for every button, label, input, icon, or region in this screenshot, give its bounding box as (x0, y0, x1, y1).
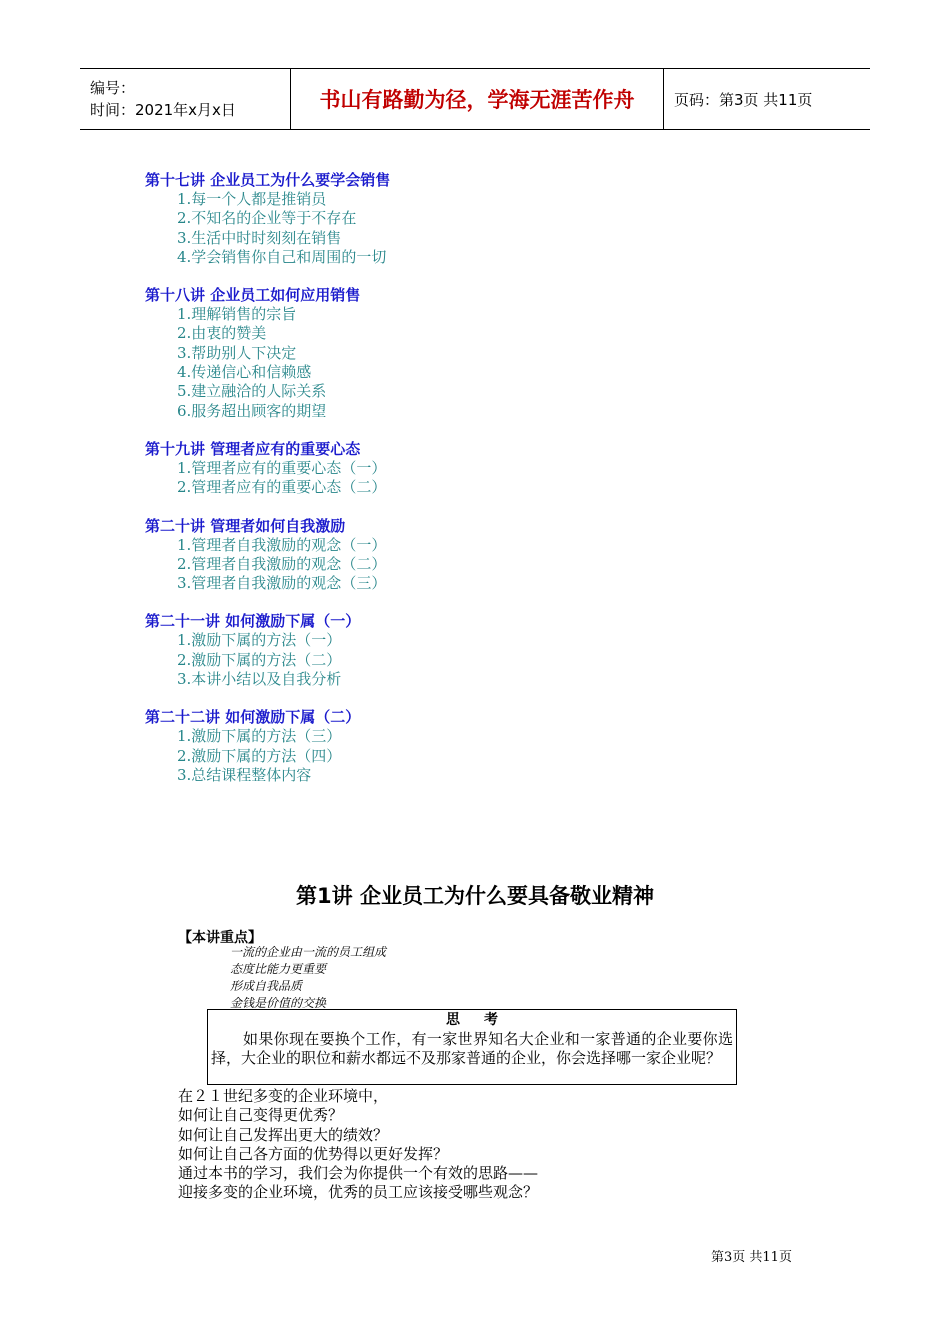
page-footer: 第3页 共11页 (711, 1250, 792, 1265)
chapter-title: 第1讲 企业员工为什么要具备敬业精神 (296, 884, 654, 908)
body-line: 如何让自己各方面的优势得以更好发挥？ (178, 1144, 449, 1163)
toc-lecture (145, 440, 665, 498)
page-header (80, 68, 870, 130)
toc-lecture-title: 第十七讲 企业员工为什么要学会销售 (145, 171, 391, 189)
toc-lecture-title: 第二十讲 管理者如何自我激励 (145, 516, 346, 535)
toc-lecture-title: 第十九讲 管理者应有的重要心态 (145, 439, 361, 458)
toc-lecture-item: 2.由衷的赞美 (177, 324, 267, 343)
body-line: 通过本书的学习，我们会为你提供一个有效的思路—— (178, 1164, 539, 1183)
toc-lecture-item: 3.总结课程整体内容 (177, 765, 312, 784)
toc-lecture (145, 708, 665, 785)
chapter-body (178, 1087, 538, 1203)
toc-lecture-item: 1.激励下属的方法（一） (177, 631, 342, 650)
toc-lecture-item: 2.管理者自我激励的观念（二） (177, 554, 387, 573)
header-meta (80, 69, 291, 129)
toc-lecture-item: 5.建立融洽的人际关系 (177, 382, 327, 401)
toc-lecture-title: 第十八讲 企业员工如何应用销售 (145, 286, 361, 305)
toc-lecture-item: 1.管理者应有的重要心态（一） (177, 458, 387, 477)
header-page-label: 页码：第3页 共11页 (674, 90, 813, 109)
toc-lecture-item: 1.激励下属的方法（三） (177, 727, 342, 746)
document-date-label: 时间：2021年x月x日 (90, 101, 236, 119)
toc-lecture-item: 2.不知名的企业等于不存在 (177, 209, 357, 228)
body-line: 如何让自己变得更优秀？ (178, 1106, 344, 1125)
key-point-item: 一流的企业由一流的员工组成 (230, 945, 387, 959)
toc-lecture (145, 612, 665, 689)
toc-lecture (145, 286, 665, 421)
think-title: 思考 (446, 1012, 522, 1028)
key-point-item: 态度比能力更重要 (230, 962, 327, 976)
motto-text: 书山有路勤为径，学海无涯苦作舟 (319, 87, 635, 112)
header-page-number (664, 69, 870, 129)
body-line: 迎接多变的企业环境，优秀的员工应该接受哪些观念？ (178, 1183, 539, 1202)
toc-lecture-item: 6.服务超出顾客的期望 (177, 401, 327, 420)
table-of-contents (145, 171, 665, 804)
toc-lecture-item: 4.传递信心和信赖感 (177, 363, 312, 382)
toc-lecture-title: 第二十二讲 如何激励下属（二） (145, 708, 361, 727)
think-body: 如果你现在要换个工作，有一家世界知名大企业和一家普通的企业要你选择，大企业的职位和薪水都远不及那家普通的企业，你会选择哪一家企业呢？ (211, 1030, 733, 1067)
toc-lecture-item: 2.管理者应有的重要心态（二） (177, 478, 387, 497)
toc-lecture-item: 1.管理者自我激励的观念（一） (177, 535, 387, 554)
body-line: 在２１世纪多变的企业环境中， (178, 1087, 389, 1105)
toc-lecture-item: 3.管理者自我激励的观念（三） (177, 574, 387, 593)
toc-lecture (145, 171, 665, 267)
key-points-list (230, 944, 386, 1012)
toc-lecture-item: 3.帮助别人下决定 (177, 343, 297, 362)
toc-lecture-item: 2.激励下属的方法（四） (177, 746, 342, 765)
body-line: 如何让自己发挥出更大的绩效？ (178, 1125, 389, 1144)
toc-lecture-item: 4.学会销售你自己和周围的一切 (177, 247, 387, 266)
toc-lecture (145, 517, 665, 594)
toc-lecture-item: 1.每一个人都是推销员 (177, 190, 327, 208)
toc-lecture-item: 1.理解销售的宗旨 (177, 305, 297, 324)
think-box (207, 1009, 737, 1085)
toc-lecture-item: 3.生活中时时刻刻在销售 (177, 228, 342, 247)
toc-lecture-item: 2.激励下属的方法（二） (177, 650, 342, 669)
header-motto (291, 69, 664, 129)
toc-lecture-item: 3.本讲小结以及自我分析 (177, 670, 342, 689)
toc-lecture-title: 第二十一讲 如何激励下属（一） (145, 612, 361, 631)
document-number-label: 编号： (90, 79, 136, 97)
key-point-item: 金钱是价值的交换 (230, 996, 327, 1010)
key-points-heading: 【本讲重点】 (178, 930, 262, 946)
key-point-item: 形成自我品质 (230, 979, 303, 993)
